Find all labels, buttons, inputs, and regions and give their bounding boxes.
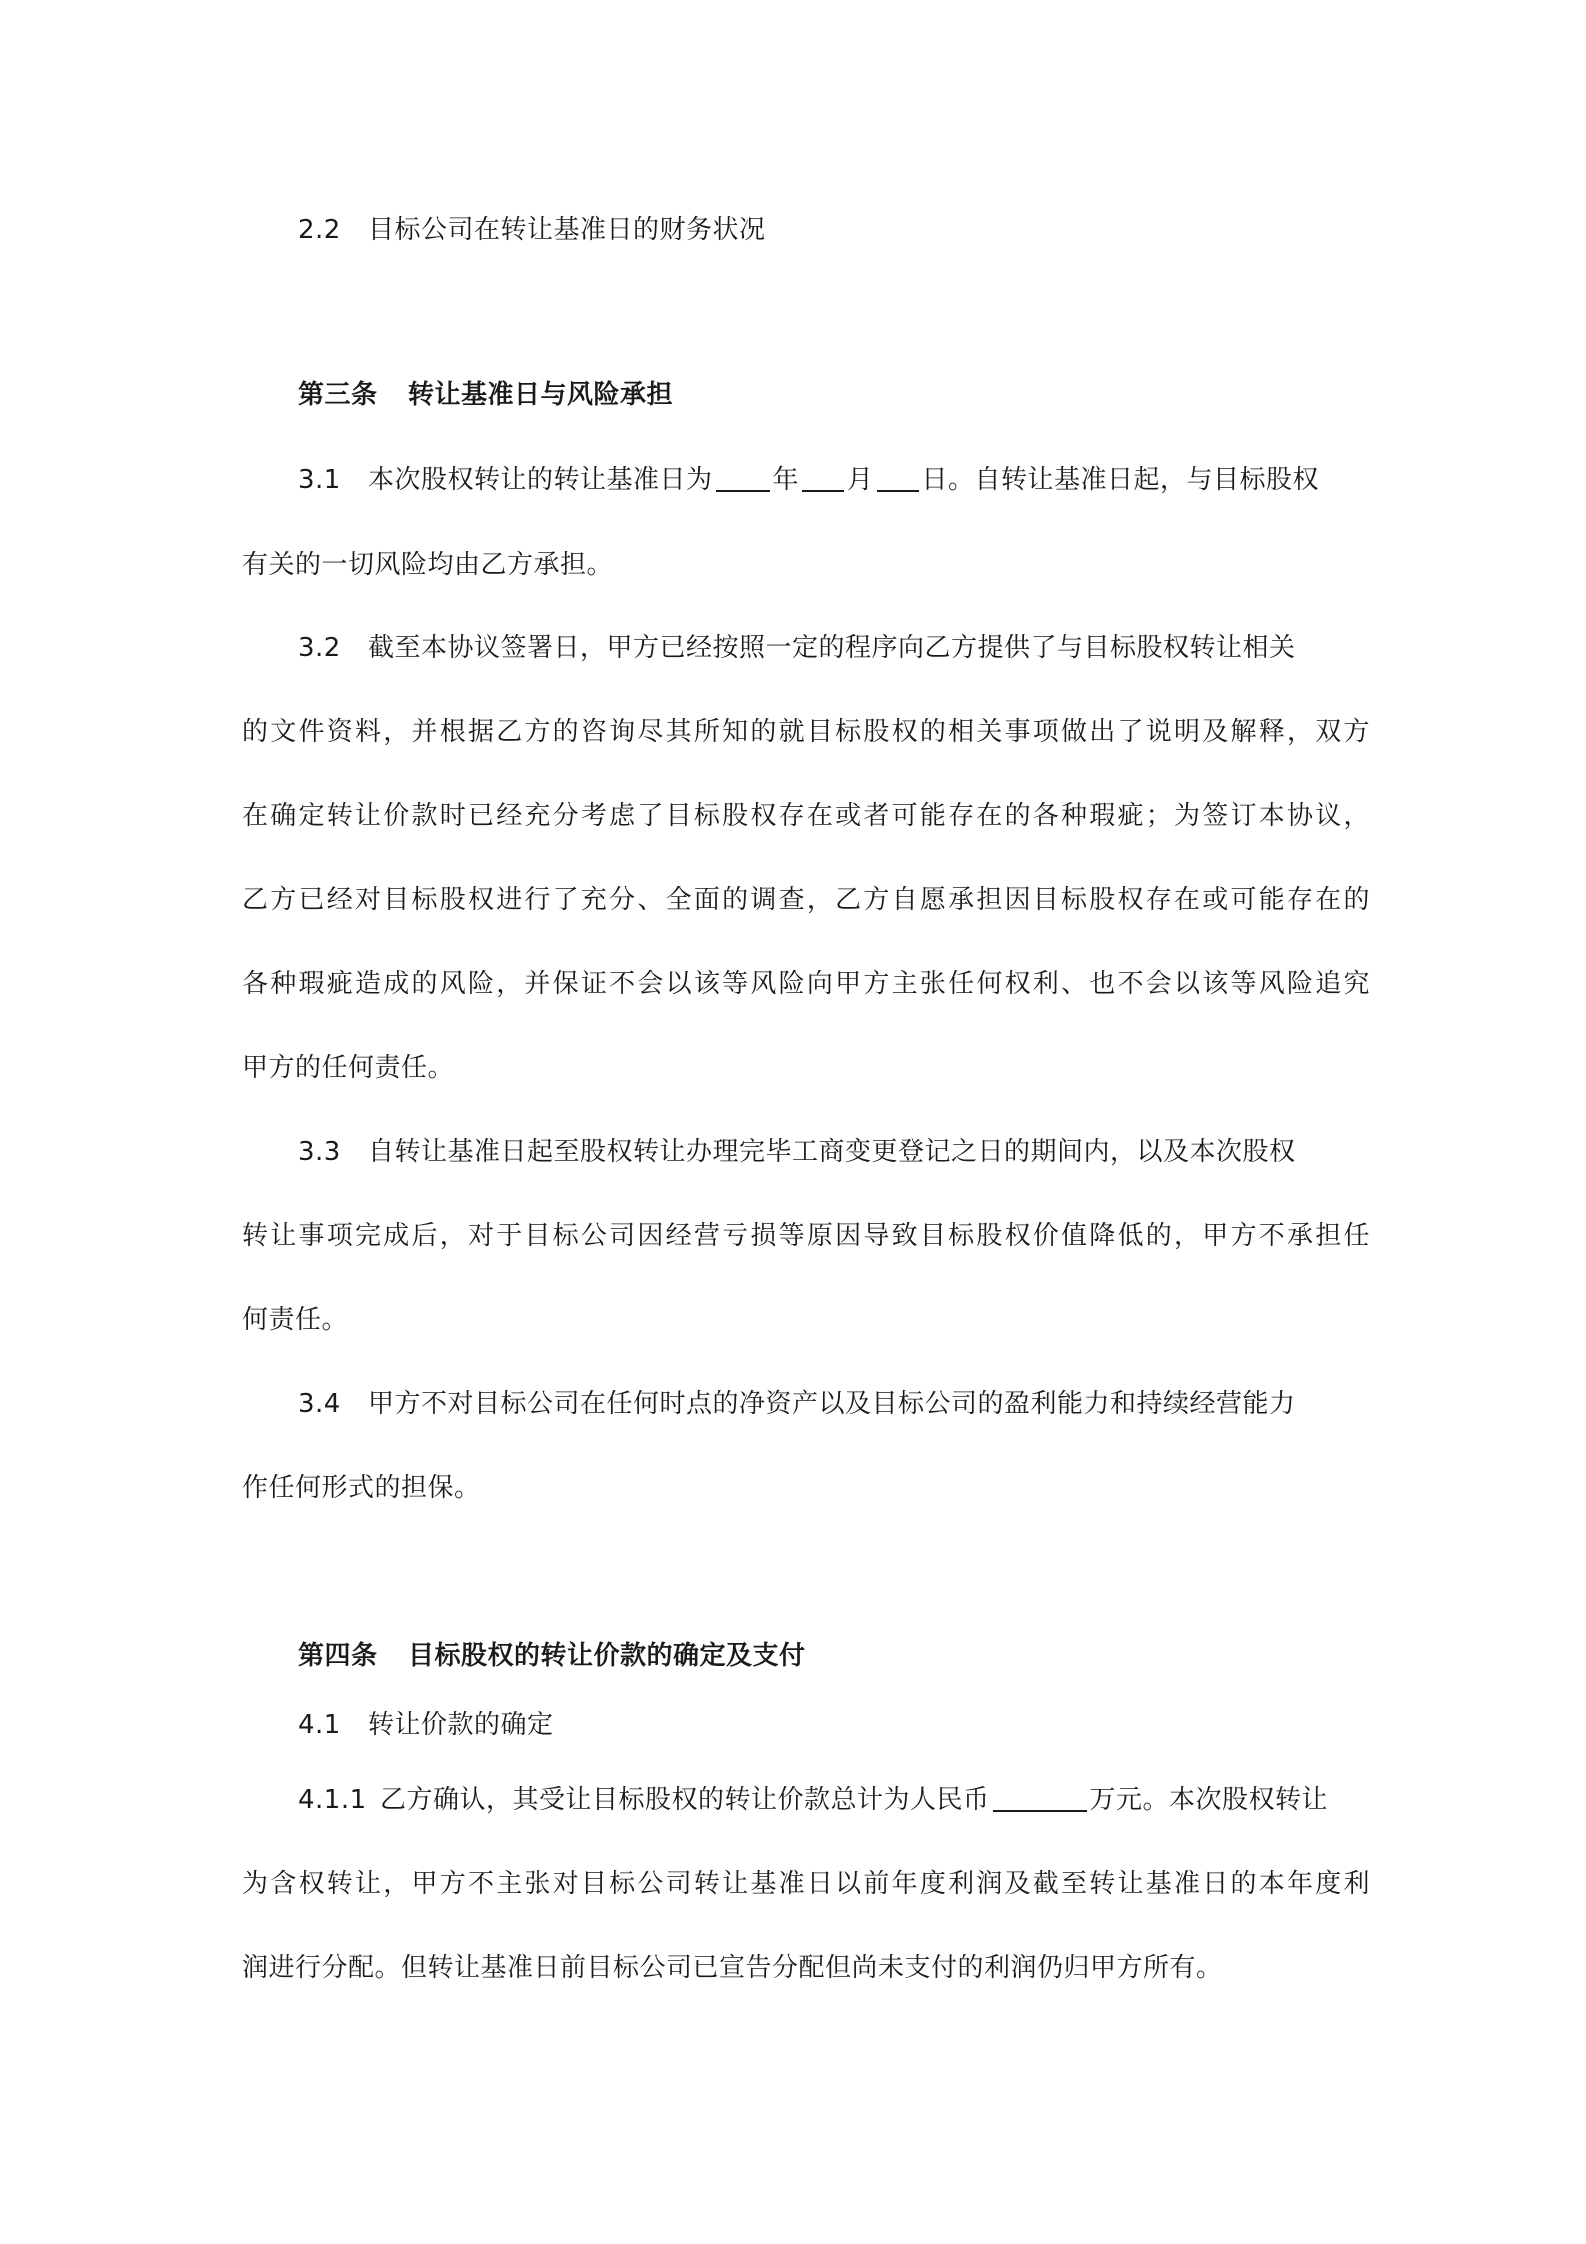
clause-3-2-line-5: 各种瑕疵造成的风险，并保证不会以该等风险向甲方主张任何权利、也不会以该等风险追究 bbox=[242, 969, 1370, 999]
section-number: 2.2 bbox=[298, 215, 341, 245]
section-4-1 bbox=[298, 1705, 554, 1745]
blank-month-field[interactable] bbox=[802, 464, 844, 492]
article-label: 第四条 bbox=[298, 1641, 378, 1671]
article-title: 转让基准日与风险承担 bbox=[408, 380, 674, 410]
clause-text: 乙方确认，其受让目标股权的转让价款总计为人民币 bbox=[380, 1785, 990, 1815]
section-title: 转让价款的确定 bbox=[368, 1710, 554, 1740]
clause-text: 甲方不对目标公司在任何时点的净资产以及目标公司的盈利能力和持续经营能力 bbox=[368, 1389, 1296, 1419]
article-label: 第三条 bbox=[298, 380, 378, 410]
year-label: 年 bbox=[772, 465, 800, 495]
section-2-2 bbox=[298, 210, 766, 250]
article-4-heading bbox=[298, 1636, 806, 1676]
clause-4-1-1-line-3: 润进行分配。但转让基准日前目标公司已宣告分配但尚未支付的利润仍归甲方所有。 bbox=[242, 1953, 1223, 1983]
clause-3-2-line-3: 在确定转让价款时已经充分考虑了目标股权存在或者可能存在的各种瑕疵；为签订本协议， bbox=[242, 801, 1370, 831]
blank-year-field[interactable] bbox=[716, 464, 770, 492]
clause-3-4-line-1 bbox=[298, 1384, 1296, 1424]
clause-number: 3.3 bbox=[298, 1137, 341, 1167]
clause-3-2-line-4: 乙方已经对目标股权进行了充分、全面的调查，乙方自愿承担因目标股权存在或可能存在的 bbox=[242, 885, 1370, 915]
clause-3-4-line-2: 作任何形式的担保。 bbox=[242, 1473, 481, 1503]
clause-text: 日。自转让基准日起，与目标股权 bbox=[921, 465, 1320, 495]
clause-text: 本次股权转让的转让基准日为 bbox=[368, 465, 713, 495]
clause-3-3-line-1 bbox=[298, 1132, 1296, 1172]
clause-3-2-line-1 bbox=[298, 628, 1296, 668]
clause-number: 3.1 bbox=[298, 465, 341, 495]
article-title: 目标股权的转让价款的确定及支付 bbox=[408, 1641, 806, 1671]
blank-day-field[interactable] bbox=[877, 464, 919, 492]
clause-text: 截至本协议签署日，甲方已经按照一定的程序向乙方提供了与目标股权转让相关 bbox=[368, 633, 1296, 663]
clause-text: 自转让基准日起至股权转让办理完毕工商变更登记之日的期间内，以及本次股权 bbox=[368, 1137, 1296, 1167]
blank-amount-field[interactable] bbox=[993, 1784, 1087, 1812]
month-label: 月 bbox=[847, 465, 874, 495]
article-3-heading bbox=[298, 375, 673, 415]
clause-3-2-line-6: 甲方的任何责任。 bbox=[242, 1053, 455, 1083]
section-title: 目标公司在转让基准日的财务状况 bbox=[368, 215, 766, 245]
clause-number: 3.4 bbox=[298, 1389, 341, 1419]
clause-3-1-line-2: 有关的一切风险均由乙方承担。 bbox=[242, 550, 614, 580]
clause-number: 4.1.1 bbox=[298, 1785, 367, 1815]
clause-4-1-1-line-2: 为含权转让，甲方不主张对目标公司转让基准日以前年度利润及截至转让基准日的本年度利 bbox=[242, 1869, 1370, 1899]
clause-number: 3.2 bbox=[298, 633, 341, 663]
clause-3-3-line-3: 何责任。 bbox=[242, 1305, 349, 1335]
clause-3-3-line-2: 转让事项完成后，对于目标公司因经营亏损等原因导致目标股权价值降低的，甲方不承担任 bbox=[242, 1221, 1370, 1251]
section-number: 4.1 bbox=[298, 1710, 341, 1740]
clause-text: 万元。本次股权转让 bbox=[1089, 1785, 1329, 1815]
clause-3-2-line-2: 的文件资料，并根据乙方的咨询尽其所知的就目标股权的相关事项做出了说明及解释，双方 bbox=[242, 717, 1370, 747]
clause-4-1-1-line-1 bbox=[298, 1780, 1328, 1820]
clause-3-1-line-1 bbox=[298, 460, 1319, 500]
